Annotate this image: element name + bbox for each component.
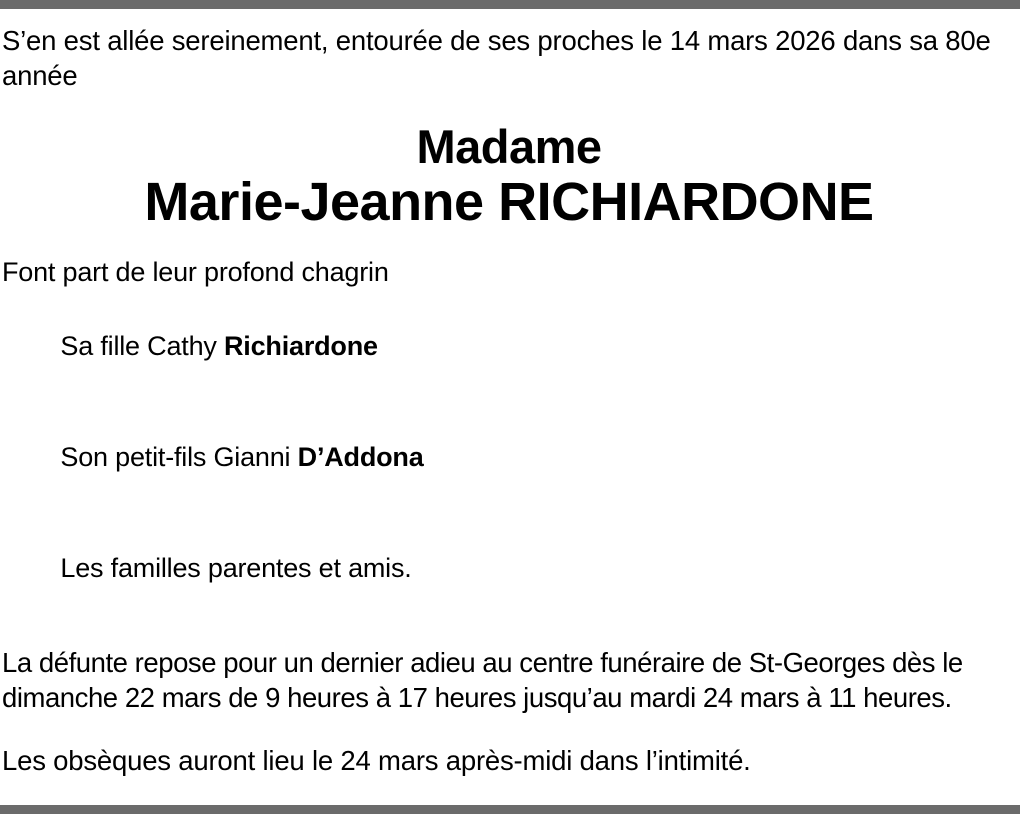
mourners-block	[2, 254, 1016, 624]
honorific: Madame	[416, 119, 602, 173]
mourner-relation: Les familles parentes et amis.	[60, 552, 412, 583]
bottom-divider	[0, 805, 1020, 814]
mourner-relation: Sa fille Cathy	[60, 330, 224, 361]
mourner-row	[2, 402, 1016, 513]
deceased-full-name: Marie-Jeanne RICHIARDONE	[144, 171, 874, 232]
deceased-name-block	[2, 121, 1016, 232]
mourner-surname: D’Addona	[297, 441, 424, 472]
intro-text: S’en est allée sereinement, entourée de ses proches le 14 mars 2026 dans sa 80e année	[2, 25, 999, 92]
mourners-heading: Font part de leur profond chagrin	[2, 256, 389, 287]
notice-body	[0, 9, 1020, 805]
mourner-row	[2, 291, 1016, 402]
funeral-details: Les obsèques auront lieu le 24 mars après-midi dans l’intimité.	[2, 744, 751, 776]
mourner-relation: Son petit-fils Gianni	[60, 441, 298, 472]
mourner-surname: Richiardone	[224, 330, 378, 361]
mourner-row	[2, 513, 1016, 624]
top-divider	[0, 0, 1020, 9]
viewing-details: La défunte repose pour un dernier adieu au centre funéraire de St-Georges dès le dimanche 22 mars de 9 heures à 17 heures jusqu’au mardi 24 mars à 11 heures.	[2, 646, 970, 713]
